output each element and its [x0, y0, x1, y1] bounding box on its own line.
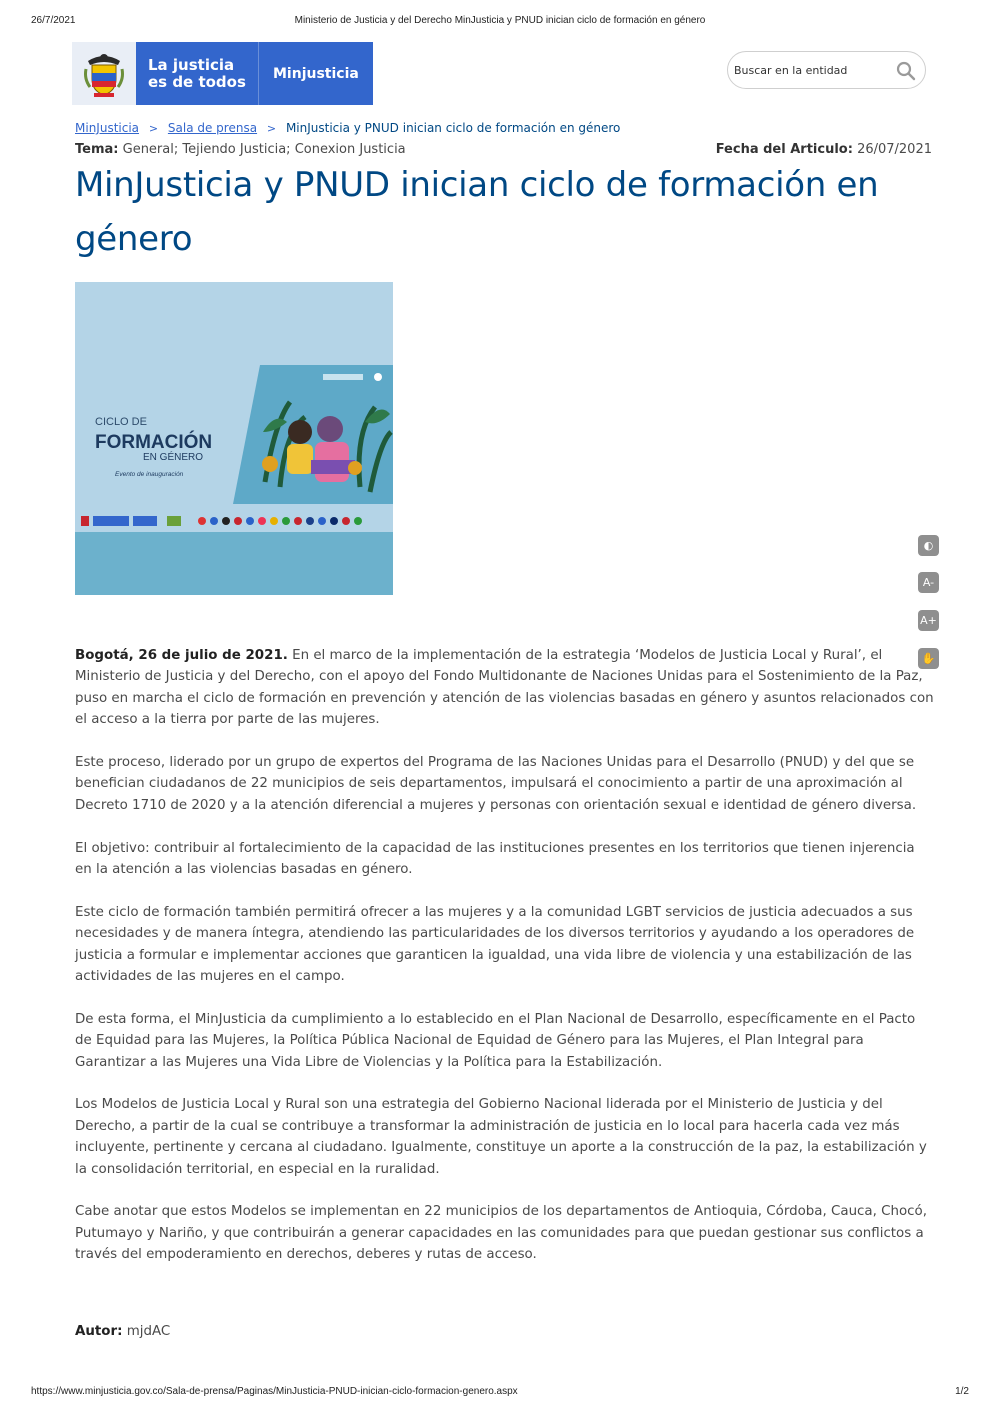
- page-title: MinJusticia y PNUD inician ciclo de formación en género: [75, 165, 879, 259]
- decrease-font-button[interactable]: A-: [918, 572, 939, 593]
- logo-slogan: [136, 57, 258, 91]
- print-date: 26/7/2021: [31, 15, 76, 26]
- contrast-icon[interactable]: ◐: [918, 535, 939, 556]
- sign-language-icon[interactable]: ✋: [918, 648, 939, 669]
- paragraph: Este ciclo de formación también permitirá ofrecer a las mujeres y a la comunidad LGBT servicios de justicia adecuados a sus necesidades y de manera íntegra, atendiendo las particularidades de los diversos territorios y ayudando a los operadores de justicia a formular e implementar acciones que garanticen la igualdad, una vida libre de violencia y una estabilización de las actividades de las mujeres en el campo.: [75, 904, 915, 985]
- hero-line-3: EN GÉNERO: [143, 452, 204, 463]
- tema-value: General; Tejiendo Justicia; Conexion Justicia: [122, 142, 406, 157]
- tema-label: Tema:: [75, 142, 119, 157]
- chevron-right-icon: >: [266, 122, 277, 135]
- print-title: Ministerio de Justicia y del Derecho MinJusticia y PNUD inician ciclo de formación en género: [294, 15, 706, 26]
- article-body: [75, 645, 935, 1287]
- author-value: mjdAC: [126, 1324, 171, 1339]
- author-label: Autor:: [75, 1324, 123, 1339]
- lead-paragraph: [75, 645, 935, 731]
- hero-line-4: Evento de inauguración: [115, 471, 184, 478]
- breadcrumb-home[interactable]: MinJusticia: [75, 121, 140, 135]
- search-input[interactable]: [728, 64, 884, 77]
- chevron-right-icon: >: [148, 122, 159, 135]
- lead-dateline: Bogotá, 26 de julio de 2021.: [75, 648, 288, 663]
- search-box[interactable]: [727, 51, 926, 89]
- hero-line-1: CICLO DE: [95, 416, 147, 428]
- search-icon[interactable]: [896, 61, 916, 81]
- breadcrumb-sala-de-prensa[interactable]: Sala de prensa: [167, 121, 258, 135]
- slogan-line-2: es de todos: [148, 72, 246, 91]
- logo-banner: [136, 42, 373, 105]
- print-footer: [31, 1386, 969, 1414]
- article-author: [75, 1324, 170, 1339]
- breadcrumb: [75, 121, 620, 135]
- print-page-number: 1/2: [955, 1386, 969, 1397]
- slogan-line-1: La justicia: [148, 55, 235, 74]
- fecha: [716, 142, 932, 157]
- hero-line-2: FORMACIÓN: [95, 432, 213, 453]
- paragraph: Este proceso, liderado por un grupo de expertos del Programa de las Naciones Unidas para el Desarrollo (PNUD) y del que se benefician ciudadanos de 22 municipios de seis departamentos, impulsará el conocimiento a partir de una aproximación al Decreto 1710 de 2020 y a la atención diferencial a mujeres y personas con orientación sexual e identidad de género diversa.: [75, 755, 917, 813]
- coat-of-arms-icon: [72, 42, 136, 105]
- print-header: [31, 15, 969, 29]
- article-meta: [75, 142, 932, 157]
- paragraph: Cabe anotar que estos Modelos se implementan en 22 municipios de los departamentos de Antioquia, Córdoba, Cauca, Chocó, Putumayo y Nariño, y que contribuirán a generar capacidades en las comunidades para que puedan gestionar sus conflictos a través del empoderamiento en derechos, deberes y rutas de acceso.: [75, 1204, 927, 1263]
- article-image: [75, 282, 393, 595]
- tema: [75, 142, 406, 157]
- increase-font-button[interactable]: A+: [918, 610, 939, 631]
- fecha-label: Fecha del Articulo:: [715, 142, 853, 157]
- paragraph: El objetivo: contribuir al fortalecimiento de la capacidad de las instituciones presentes en los territorios que tienen injerencia en la atención a las violencias basadas en género.: [75, 840, 915, 878]
- breadcrumb-current: MinJusticia y PNUD inician ciclo de formación en género: [285, 121, 621, 135]
- logo-ministry: Minjusticia: [273, 65, 359, 82]
- print-url: https://www.minjusticia.gov.co/Sala-de-prensa/Paginas/MinJusticia-PNUD-inician-ciclo-formacion-genero.aspx: [31, 1386, 518, 1397]
- site-logo[interactable]: [72, 42, 373, 105]
- paragraph: Los Modelos de Justicia Local y Rural son una estrategia del Gobierno Nacional liderada por el Ministerio de Justicia y del Derecho, a partir de la cual se contribuye a transformar la administración de justicia en lo local para hacerla cada vez más incluyente, pertinente y cercana al ciudadano. Igualmente, constituye un aporte a la construcción de la paz, la estabilización y la consolidación territorial, en especial en la ruralidad.: [75, 1097, 927, 1177]
- lead-text: En el marco de la implementación de la estrategia ‘Modelos de Justicia Local y Rural’, el Ministerio de Justicia y del Derecho, con el apoyo del Fondo Multidonante de Naciones Unidas para el Sostenimiento de la Paz, puso en marcha el ciclo de formación en prevención y atención de las violencias basadas en género y asuntos relacionados con el acceso a la tierra por parte de las mujeres.: [75, 648, 934, 728]
- fecha-value: 26/07/2021: [857, 142, 932, 157]
- paragraph: De esta forma, el MinJusticia da cumplimiento a lo establecido en el Plan Nacional de Desarrollo, específicamente en el Pacto de Equidad para las Mujeres, la Política Pública Nacional de Equidad de Género para las Mujeres, el Plan Integral para Garantizar a las Mujeres una Vida Libre de Violencias y la Política para la Estabilización.: [75, 1011, 916, 1070]
